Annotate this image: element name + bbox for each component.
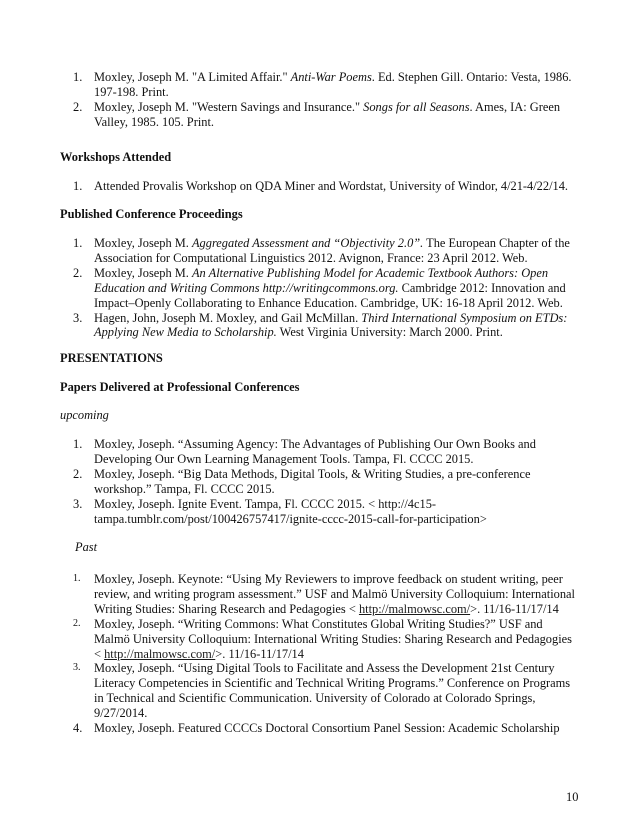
list-text: Moxley, Joseph. Keynote: “Using My Reviewers to improve feedback on student writing, peer review, and writing program assessment.” USF and Malmö University Colloquium: International Writing Studies: Sharing Research and Pedagogies < — [94, 572, 575, 616]
citation-text: Moxley, Joseph M. "Western Savings and Insurance." — [94, 99, 364, 114]
list-item — [60, 70, 580, 100]
citation-rest: West Virginia University: March 2000. Print. — [276, 325, 503, 340]
malmowsc-link[interactable]: http://malmowsc.com/ — [104, 646, 216, 661]
list-item — [60, 721, 580, 736]
list-item — [60, 266, 580, 311]
list-number: 2. — [73, 466, 83, 481]
citation-text: Moxley, Joseph M. — [94, 265, 192, 280]
upcoming-list — [60, 437, 580, 526]
citation-title: Anti-War Poems — [290, 70, 372, 84]
citation-rest: The European Chapter of the Association for Computational Linguistics 2012. Avignon, France: 23 April 2012. Web. — [94, 236, 570, 265]
citation-text: Moxley, Joseph M. — [94, 236, 192, 250]
citation-rest: . Ed. Stephen Gill. Ontario: Vesta, 1986. 197-198. Print. — [94, 70, 572, 99]
list-item — [60, 661, 580, 721]
citation-title: Aggregated Assessment and “Objectivity 2.0”. — [191, 236, 424, 250]
publications-list — [60, 70, 580, 130]
list-item — [60, 497, 580, 527]
list-text-rest: >. 11/16-11/17/14 — [215, 646, 304, 661]
past-label: Past — [75, 540, 98, 554]
list-number: 3. — [73, 310, 83, 325]
list-text: Moxley, Joseph. “Big Data Methods, Digital Tools, & Writing Studies, a pre-conference workshop.” Tampa, Fl. CCCC 2015. — [94, 466, 531, 496]
citation-title: An Alternative Publishing Model for Academic Textbook Authors: Open Education and Writing Commons http://writingcommons.org. — [94, 265, 549, 295]
workshops-heading: Workshops Attended — [60, 150, 172, 164]
list-text: Moxley, Joseph. “Using Digital Tools to Facilitate and Assess the Development 21st Century Literacy Competencies in Scientific and Technical Writing Programs.” Conference on Programs in Technical and Scientific Communication. University of Colorado at Colorado Springs, 9/27/2014. — [94, 661, 571, 721]
list-item — [60, 311, 580, 341]
list-text: Moxley, Joseph. Featured CCCCs Doctoral Consortium Panel Session: Academic Scholarship — [94, 721, 560, 736]
list-item — [60, 100, 580, 130]
list-number: 1. — [73, 179, 83, 193]
list-item — [60, 437, 580, 467]
papers-heading: Papers Delivered at Professional Conferences — [60, 380, 300, 394]
list-number: 1. — [73, 573, 81, 584]
list-text: Moxley, Joseph. “Assuming Agency: The Advantages of Publishing Our Own Books and Developing Our Own Learning Management Tools. Tampa, Fl. CCCC 2015. — [94, 437, 536, 466]
list-number: 3. — [73, 496, 83, 511]
list-number: 2. — [73, 265, 83, 280]
citation-text: Hagen, John, Joseph M. Moxley, and Gail McMillan. — [94, 310, 362, 325]
list-number: 4. — [73, 721, 83, 736]
citation-text: Moxley, Joseph M. "A Limited Affair." — [94, 70, 291, 84]
list-text: Attended Provalis Workshop on QDA Miner and Wordstat, University of Windor, 4/21-4/22/14. — [94, 179, 569, 193]
page-number: 10 — [566, 790, 579, 804]
malmowsc-link[interactable]: http://malmowsc.com/ — [358, 601, 471, 616]
list-item — [60, 179, 580, 194]
list-text-rest: >. 11/16-11/17/14 — [470, 601, 559, 616]
workshops-list — [60, 179, 580, 194]
past-list — [60, 572, 580, 736]
citation-title: Songs for all Seasons — [363, 99, 470, 114]
list-text: Moxley, Joseph. “Writing Commons: What Constitutes Global Writing Studies?” USF and Malmö University Colloquium: International Writing Studies: Sharing Research and Pedagogies < — [94, 616, 572, 661]
list-item — [60, 236, 580, 266]
upcoming-label: upcoming — [60, 408, 109, 422]
list-number: 2. — [73, 99, 83, 114]
list-item — [60, 467, 580, 497]
proceedings-list — [60, 236, 580, 340]
list-item — [60, 617, 580, 662]
proceedings-heading: Published Conference Proceedings — [60, 207, 243, 221]
list-number: 1. — [73, 236, 83, 250]
presentations-heading: PRESENTATIONS — [60, 351, 163, 365]
list-item — [60, 572, 580, 617]
list-text: Moxley, Joseph. Ignite Event. Tampa, Fl. CCCC 2015. < http://4c15-tampa.tumblr.com/post/100426757417/ignite-cccc-2015-call-for-participation> — [94, 496, 487, 526]
list-number: 3. — [73, 662, 81, 674]
list-number: 1. — [73, 437, 83, 451]
citation-title: Third International Symposium on ETDs: Applying New Media to Scholarship. — [94, 310, 568, 340]
citation-rest: Cambridge 2012: Innovation and Impact–Openly Collaborating to Enhance Education. Cambridge, UK: 16-18 April 2012. Web. — [94, 280, 566, 310]
list-number: 2. — [73, 617, 81, 629]
citation-rest: . Ames, IA: Green Valley, 1985. 105. Print. — [94, 99, 561, 129]
list-number: 1. — [73, 70, 83, 84]
